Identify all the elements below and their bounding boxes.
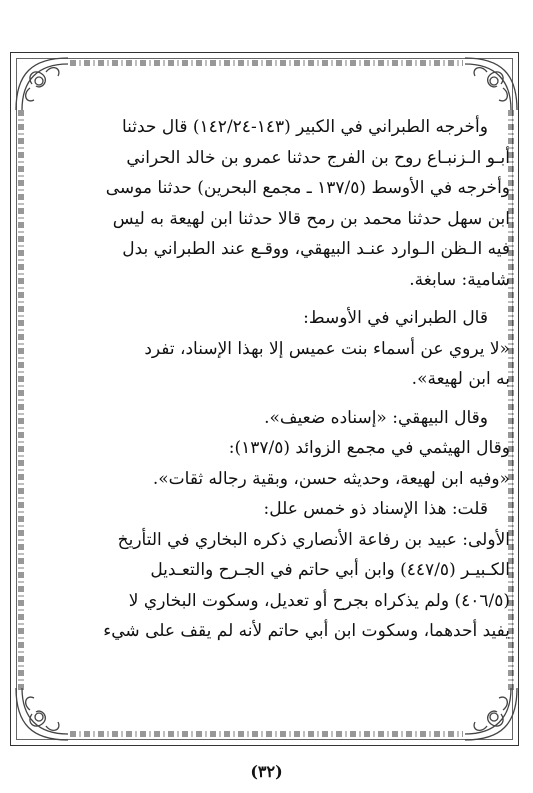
text-line: قال الطبراني في الأوسط: xyxy=(303,308,488,328)
body-text xyxy=(26,112,510,647)
text-line: أبـو الـزنبـاع روح بن الفرج حدثنا عمرو بن خالد الحراني xyxy=(126,147,510,168)
text-line: وقال البيهقي: «إسناده ضعيف». xyxy=(264,407,488,428)
text-line: فيه الـظن الـوارد عنـد البيهقي، ووقـع عند الطبراني بدل xyxy=(122,239,510,259)
text-line: «لا يروي عن أسماء بنت عميس إلا بهذا الإسناد، تفرد xyxy=(144,338,510,359)
text-line: شامية: سابغة. xyxy=(409,269,510,290)
border-ornament-bottom xyxy=(70,731,463,737)
text-line: (٤٠٦/٥) ولم يذكراه بجرح أو تعديل، وسكوت البخاري لا xyxy=(128,590,510,611)
text-line: يفيد أحدهما، وسكوت ابن أبي حاتم لأنه لم يقف على شيء xyxy=(103,621,510,641)
text-line: قلت: هذا الإسناد ذو خمس علل: xyxy=(263,499,488,519)
corner-ornament-icon xyxy=(461,54,521,114)
border-ornament-top xyxy=(70,60,463,66)
text-line: به ابن لهيعة». xyxy=(411,369,510,389)
corner-ornament-icon xyxy=(461,684,521,744)
text-line: وقال الهيثمي في مجمع الزوائد (١٣٧/٥): xyxy=(228,438,510,458)
text-line: وأخرجه الطبراني في الكبير (١٤٣-١٤٢/٢٤) قال حدثنا xyxy=(121,117,488,137)
page-number: (٣٢) xyxy=(250,762,283,781)
text-line: «وفيه ابن لهيعة، وحديثه حسن، وبقية رجاله ثقات». xyxy=(152,468,510,489)
text-line: الكـبيـر (٤٤٧/٥) وابن أبي حاتم في الجـرح والتعـديل xyxy=(150,560,510,580)
border-ornament-left xyxy=(18,110,24,690)
corner-ornament-icon xyxy=(12,54,72,114)
corner-ornament-icon xyxy=(12,684,72,744)
text-line: ابن سهل حدثنا محمد بن رمح قالا حدثنا ابن لهيعة به ليس xyxy=(112,208,510,229)
text-line: الأولى: عبيد بن رفاعة الأنصاري ذكره البخاري في التأريخ xyxy=(117,529,510,550)
text-line: وأخرجه في الأوسط (١٣٧/٥ ـ مجمع البحرين) حدثنا موسى xyxy=(105,178,510,198)
